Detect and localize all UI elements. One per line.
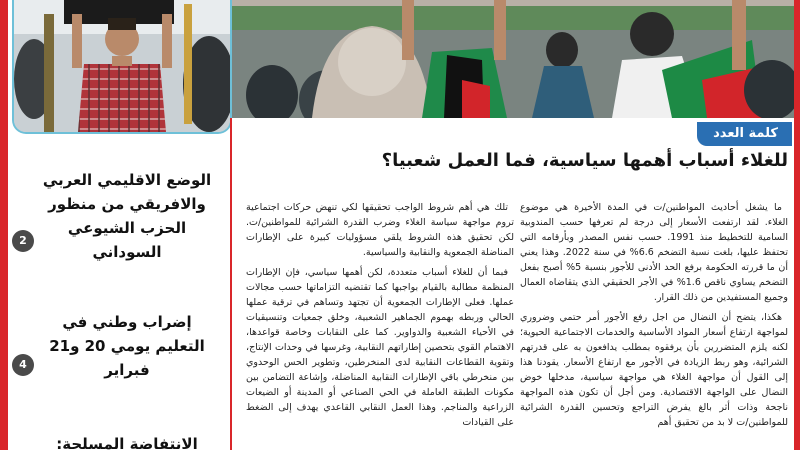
article-headline: للغلاء أسباب أهمها سياسية، فما العمل شعبيا؟ [381,150,788,171]
article-column-right [520,200,788,435]
sidebar-item-armed-uprising[interactable] [8,432,230,450]
page-number-badge: 4 [12,354,34,376]
article-column-left [246,200,514,435]
article-paragraph: هكذا، يتضح أن النضال من اجل رفع الأجور أمر حتمي وضروري لمواجهة ارتفاع أسعار المواد الأساسية والخدمات الاجتماعية الحيوية؛ لكنه يلزم المتضررين بأن يرفقوه بمطلب يدافعون به على قدرتهم الشرائية، وهو ربط الزيادة في الأجور مع ارتفاع الأسعار. يقودنا هذا إلى القول أن مواجهة الغلاء هي مواجهة سياسية، مدخلها خوض النضال على الواجهة الاقتصادية. ومن أجل أن تكون هذه المواجهة ناجحة وذات أثر بالغ يفرض التراجع وتحسين القدرة الشرائية للمواطنين/ت لا بد من تحقيق أهم [520,312,788,428]
page-number-badge: 2 [12,230,34,252]
left-red-stripe [0,0,8,450]
stadium-fans-photo [232,0,800,118]
article-paragraph: تلك هي أهم شروط الواجب تحقيقها لكي تنهض حركات اجتماعية تروم مواجهة سياسة الغلاء وضرب القدرة الشرائية للمواطنين/ت. لكن تحقيق هذه الشروط يلقي مسؤوليات كبيرة على الإطارات المناضلة الجمعوية والنقابية والسياسية. [246,202,514,258]
article-paragraph: ما يشغل أحاديث المواطنين/ت في المدة الأخيرة هي موضوع الغلاء. لقد ارتفعت الأسعار إلى درجة لم تعرفها حسب المندوبية السامية للتخطيط منذ 1991. حسب نفس المصدر وبأرقامه التي تحتفظ عليها، بلغت نسبة التضخم 6.6% في سنة 2022. وهذا يعني أن ما قررته الحكومة برفع الحد الأدنى للأجور بنسبة 5% أصبح بفعل التضخم يساوي ناقص 1.6% في الأجر الحقيقي الذي يتقاضاه العمال وجميع المستفيدين من ذلك القرار. [520,202,789,303]
sidebar-item-title: الانتفاضة المسلحة: [56,435,198,450]
sidebar-protest-photo [12,0,232,134]
protester-photo-image [14,0,230,132]
section-label: كلمة العدد [697,122,792,146]
editorial-article [230,118,796,450]
article-paragraph: فبما أن للغلاء أسباب متعددة، لكن أهمها سياسي، فإن الإطارات المنظمة مطالبة بالقيام بواجبها كما تقتضيه التزاماتها حسب مجالات عملها. فعلى الإطارات الجمعوية أن تجتهد وتساهم في ترقية عملها الحالي وربطه بهموم الجماهير الشعبية، وخلق جمعيات وتنسيقيات في الأحياء الشعبية والدواوير. كما على النقابات وخاصة قواعدها، الاهتمام القوي بتحصين إطاراتهم النقابية، وغرسها في وحدات الإنتاج، وتقوية القطاعات النقابية لدى المنخرطين، وتطوير الحس الوحدوي بين منخرطي باقي الإطارات النقابية المناضلة، وإشاعة التضامن بين مكونات الطبقة العاملة في الحي الصناعي أو المدينة أو الضيعات الزراعية والمناجم. وهذا العمل النقابي القاعدي يهدف إلى الضغط على القيادات [246,267,514,428]
sidebar-item-education-strike[interactable] [8,310,230,382]
sidebar-item-regional-situation[interactable] [8,168,230,264]
sidebar [8,0,230,450]
right-red-stripe [794,0,800,450]
sidebar-item-title: إضراب وطني في التعليم يومي 20 و21 فبراير [49,313,205,379]
sidebar-item-title: الوضع الاقليمي العربي والافريقي من منظور الحزب الشيوعي السوداني [42,171,212,261]
stadium-fans-image [232,0,800,118]
